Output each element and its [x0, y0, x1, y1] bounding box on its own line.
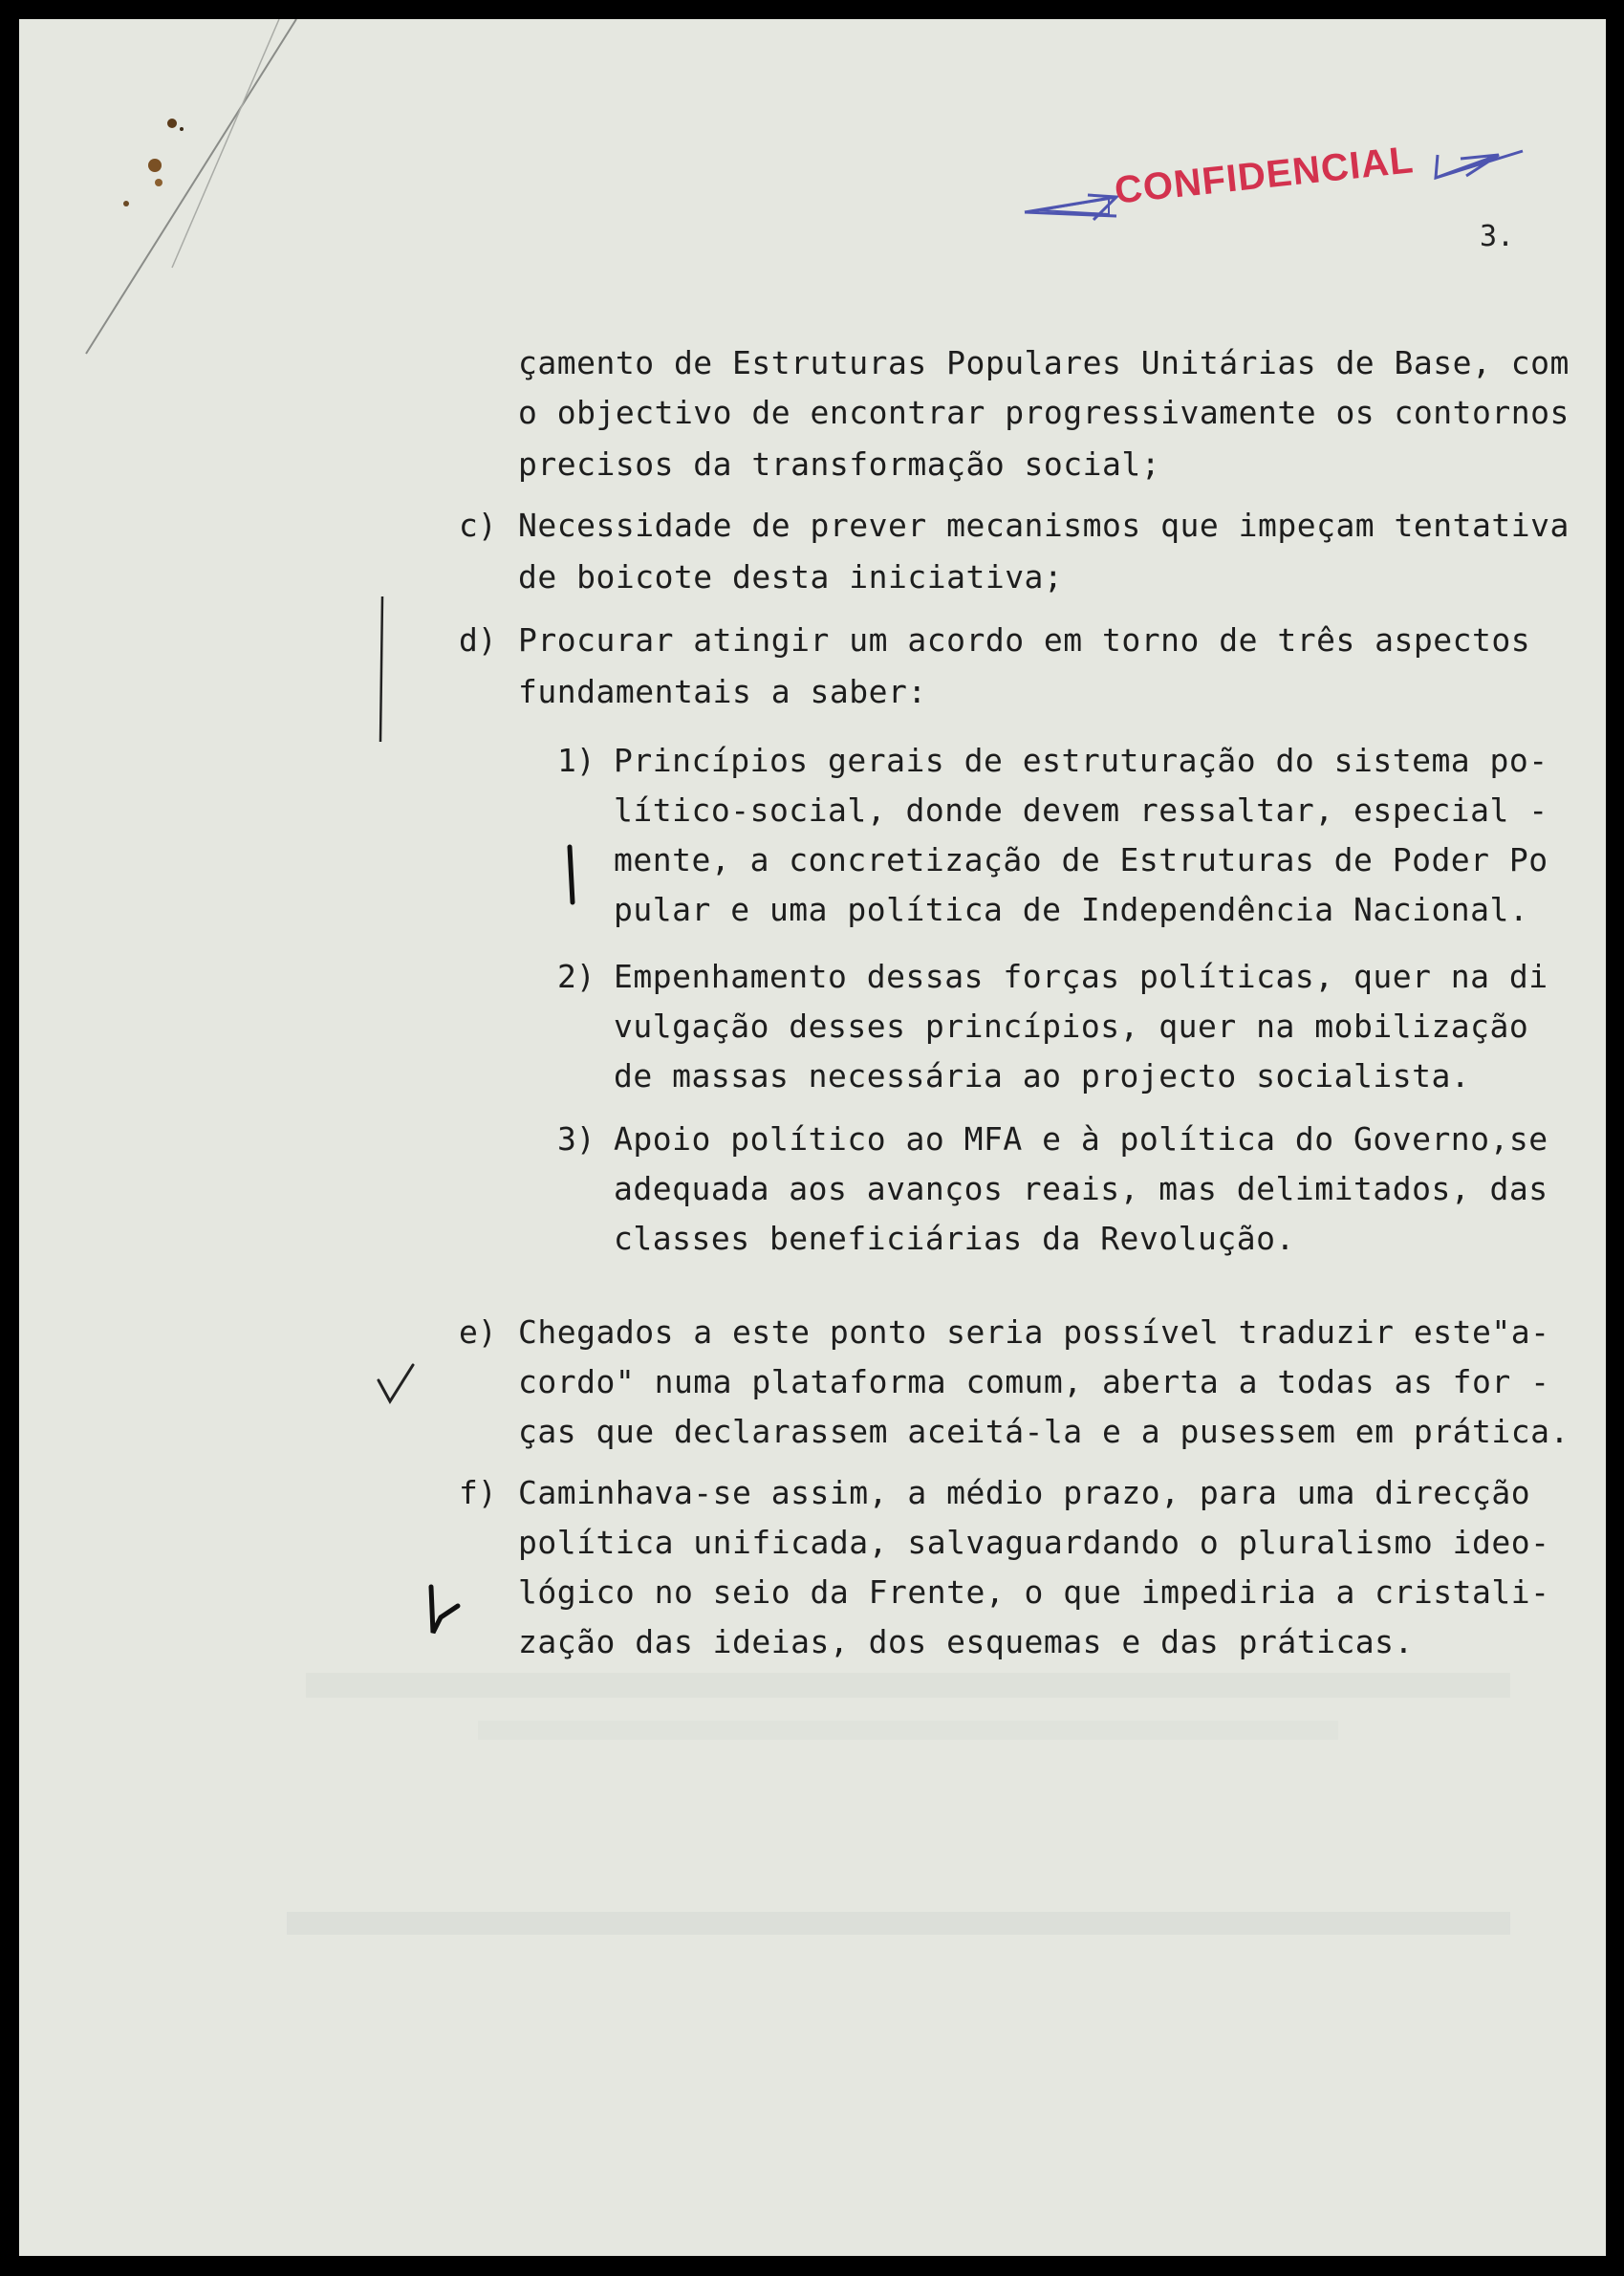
body-line: vulgação desses princípios, quer na mobilização — [614, 1008, 1529, 1045]
body-line: Princípios gerais de estruturação do sistema po- — [614, 742, 1548, 779]
body-line: de massas necessária ao projecto socialista. — [614, 1057, 1471, 1095]
body-line: cordo" numa plataforma comum, aberta a todas as for - — [518, 1363, 1550, 1400]
item-label: e) — [459, 1313, 497, 1351]
body-line: política unificada, salvaguardando o pluralismo ideo- — [518, 1524, 1550, 1561]
confidential-stamp — [1021, 139, 1518, 231]
body-line: pular e uma política de Independência Nacional. — [614, 891, 1529, 928]
checkmark-icon — [416, 1579, 464, 1640]
margin-tick-mark — [562, 841, 581, 908]
body-line: Necessidade de prever mecanismos que impeçam tentativa — [518, 507, 1570, 544]
body-line: Chegados a este ponto seria possível traduzir este"a- — [518, 1313, 1550, 1351]
body-line: fundamentais a saber: — [518, 673, 927, 710]
item-label: f) — [459, 1474, 497, 1511]
body-line: Procurar atingir um acordo em torno de três aspectos — [518, 621, 1531, 659]
body-line: zação das ideias, dos esquemas e das práticas. — [518, 1623, 1414, 1660]
arrow-left-icon — [1021, 187, 1126, 226]
body-line: Caminhava-se assim, a médio prazo, para uma direcção — [518, 1474, 1531, 1511]
body-line: classes beneficiárias da Revolução. — [614, 1220, 1295, 1257]
body-line: çamento de Estruturas Populares Unitárias de Base, com — [518, 344, 1570, 381]
subitem-label: 3) — [557, 1120, 595, 1158]
body-line: o objectivo de encontrar progressivamente os contornos — [518, 394, 1570, 431]
body-line: Empenhamento dessas forças políticas, quer na di — [614, 958, 1548, 995]
item-label: d) — [459, 621, 497, 659]
checkmark-icon — [373, 1359, 421, 1407]
margin-line-mark — [373, 593, 392, 746]
body-line: lítico-social, donde devem ressaltar, especial - — [614, 791, 1548, 829]
arrow-right-icon — [1432, 145, 1527, 193]
body-line: de boicote desta iniciativa; — [518, 558, 1064, 596]
page-number: 3. — [1480, 220, 1515, 253]
body-line: ças que declarassem aceitá-la e a pusessem em prática. — [518, 1413, 1570, 1450]
rust-specks — [115, 110, 220, 215]
body-line: Apoio político ao MFA e à política do Governo,se — [614, 1120, 1548, 1158]
stamp-text: CONFIDENCIAL — [1113, 139, 1417, 212]
body-line: adequada aos avanços reais, mas delimitados, das — [614, 1170, 1548, 1207]
document-page — [19, 19, 1606, 2256]
subitem-label: 2) — [557, 958, 595, 995]
bleed-through-smudge — [287, 1673, 1529, 1960]
subitem-label: 1) — [557, 742, 595, 779]
body-line: lógico no seio da Frente, o que impediria a cristali- — [518, 1573, 1550, 1611]
item-label: c) — [459, 507, 497, 544]
body-line: precisos da transformação social; — [518, 445, 1161, 483]
body-line: mente, a concretização de Estruturas de Poder Po — [614, 841, 1548, 878]
